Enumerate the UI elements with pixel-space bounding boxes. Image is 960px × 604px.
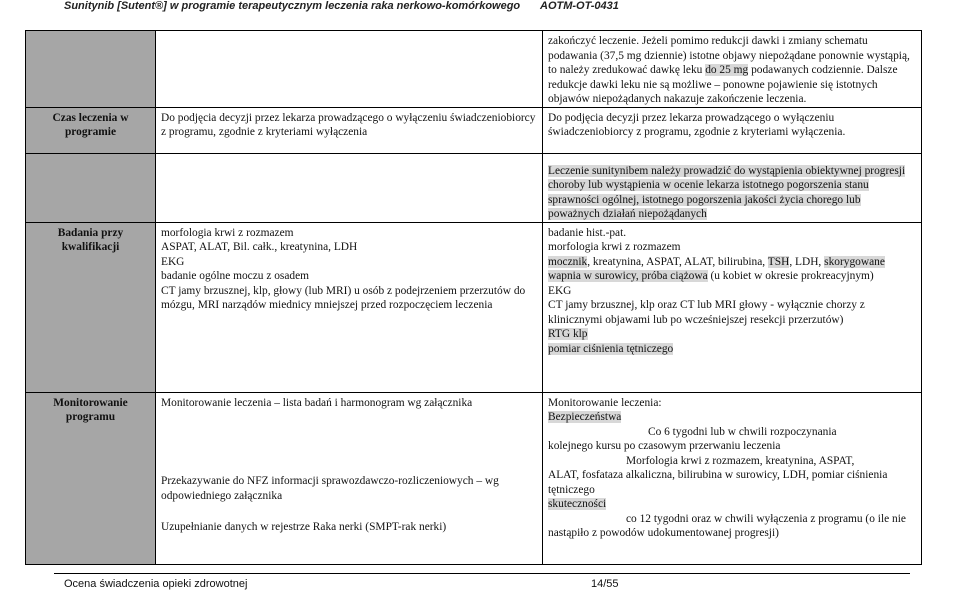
highlight: wapnia w surowicy, próba ciążowa xyxy=(548,270,708,282)
text-line: to należy zredukować dawkę leku xyxy=(548,64,706,76)
text-line: Czas leczenia w xyxy=(52,111,129,124)
highlight: do 25 mg xyxy=(705,64,749,76)
text-line: badanie ogólne moczu z osadem xyxy=(161,270,310,282)
document-title: Sunitynib [Sutent®] w programie terapeutycznym leczenia raka nerkowo-komórkowego xyxy=(64,0,521,12)
label-cell-badania xyxy=(26,222,156,392)
text-line: klinicznymi objawami lub po wcześniejszej resekcji przerzutów) xyxy=(548,313,844,326)
text-line: mózgu, MRI narządów miednicy mniejszej przed rozpoczęciem leczenia xyxy=(161,299,493,311)
czas-c3-cell xyxy=(543,107,922,153)
badania-c3-cell xyxy=(543,222,922,392)
document-code: AOTM-OT-0431 xyxy=(540,0,619,12)
text-line: CT jamy brzusznej, klp oraz CT lub MRI głowy - wyłącznie chorzy z xyxy=(548,299,865,311)
highlight: skuteczności xyxy=(548,498,607,510)
highlight: pomiar ciśnienia tętniczego xyxy=(548,342,674,355)
text-line: programie xyxy=(64,126,117,138)
sunitynib-cell xyxy=(543,153,922,222)
text-line: redukcje dawki leku nie są możliwe – ponowne pojawienie się istotnych xyxy=(548,78,878,91)
label-cell-monitorowanie xyxy=(26,392,156,564)
text-line: , LDH, xyxy=(789,255,825,268)
text-line: Badania przy xyxy=(57,226,124,239)
text-line xyxy=(548,63,916,78)
highlight: mocznik xyxy=(548,255,588,268)
text-line: kolejnego kursu po czasowym przerwaniu leczenia xyxy=(548,440,781,452)
text-line: podawanych codziennie. Dalsze xyxy=(748,64,898,76)
table-row-continuation xyxy=(26,31,922,108)
text-line: Do podjęcia decyzji przez lekarza prowadzącego o wyłączeniu xyxy=(548,111,835,124)
text-line: Morfologia krwi z rozmazem, kreatynina, ASPAT, xyxy=(626,454,855,467)
text-line: podawania (37,5 mg dziennie) istotne objawy niepożądane ponownie wystąpią, xyxy=(548,49,910,62)
cell-empty xyxy=(156,31,543,108)
text-line: świadczeniobiorcy z programu, zgodnie z kryteriami wyłączenia. xyxy=(548,126,846,138)
text-line: EKG xyxy=(548,284,572,297)
text-line: , kreatynina, ASPAT, ALAT, bilirubina, xyxy=(587,255,768,268)
text-line: programu xyxy=(65,411,116,423)
text-line: ALAT, fosfataza alkaliczna, bilirubina w surowicy, LDH, pomiar ciśnienia xyxy=(548,469,888,481)
label-cell-czas xyxy=(26,107,156,153)
text-line: z programu, zgodnie z kryteriami wyłączenia xyxy=(161,126,368,138)
program-table xyxy=(25,30,922,565)
page-number: 14/55 xyxy=(591,578,619,590)
badania-c2-cell xyxy=(156,222,543,392)
text-line: morfologia krwi z rozmazem xyxy=(548,241,681,253)
highlight: TSH xyxy=(767,255,790,268)
text-line: ASPAT, ALAT, Bil. całk., kreatynina, LDH xyxy=(161,241,358,253)
highlight: poważnych działań niepożądanych xyxy=(548,208,707,220)
table-row-badania xyxy=(26,222,922,392)
highlight: choroby lub wystąpienia w ocenie lekarza istotnego pogorszenia stanu xyxy=(548,179,869,191)
table-row-monitorowanie xyxy=(26,392,922,564)
page-header xyxy=(64,0,619,12)
text-line: Monitorowanie leczenia: xyxy=(548,396,662,409)
czas-c2-cell xyxy=(156,107,543,153)
cell-empty xyxy=(156,153,543,222)
text-line: zakończyć leczenie. Jeżeli pomimo redukcji dawki i zmiany schematu xyxy=(548,35,868,47)
label-cell-empty xyxy=(26,153,156,222)
table-row-czas-leczenia xyxy=(26,107,922,153)
text-line: kwalifikacji xyxy=(61,241,120,253)
highlight: sprawności ogólnej, istotnego pogorszenia jakości życia chorego lub xyxy=(548,193,861,206)
table-row-sunitynib xyxy=(26,153,922,222)
text-line: Monitorowanie leczenia – lista badań i harmonogram wg załącznika xyxy=(161,396,473,409)
text-line: Do podjęcia decyzji przez lekarza prowadzącego o wyłączeniu świadczeniobiorcy xyxy=(161,111,536,124)
highlight: RTG klp xyxy=(548,328,588,340)
text-line: objawów niepożądanych nakazuje zakończenie leczenia. xyxy=(548,93,807,105)
footer-text: Ocena świadczenia opieki zdrowotnej xyxy=(64,578,248,590)
text-line: Uzupełnianie danych w rejestrze Raka nerki (SMPT-rak nerki) xyxy=(161,521,447,533)
text-line: EKG xyxy=(161,255,185,268)
text-line: co 12 tygodni oraz w chwili wyłączenia z programu (o ile nie xyxy=(626,512,906,525)
text-line: morfologia krwi z rozmazem xyxy=(161,226,294,239)
label-cell-empty xyxy=(26,31,156,108)
monitor-c3-cell xyxy=(543,392,922,564)
footer-divider xyxy=(54,573,910,574)
text-line: Przekazywanie do NFZ informacji sprawozdawczo-rozliczeniowych – wg xyxy=(161,475,499,487)
text-line: odpowiedniego załącznika xyxy=(161,489,283,502)
monitor-c2-cell xyxy=(156,392,543,564)
text-line: Monitorowanie xyxy=(53,396,128,409)
highlight: skorygowane xyxy=(824,255,885,268)
text-line: (u kobiet w okresie prokreacyjnym) xyxy=(707,270,874,282)
text-line: Co 6 tygodni lub w chwili rozpoczynania xyxy=(648,425,837,438)
text-line: badanie hist.-pat. xyxy=(548,226,627,239)
text-line: CT jamy brzusznej, klp, głowy (lub MRI) u osób z podejrzeniem przerzutów do xyxy=(161,284,526,297)
dose-reduction-cell xyxy=(543,31,922,108)
text-line: nastąpiło z powodów udokumentowanej progresji) xyxy=(548,527,779,539)
text-line: tętniczego xyxy=(548,483,595,496)
highlight: Bezpieczeństwa xyxy=(548,411,622,423)
highlight: Leczenie sunitynibem należy prowadzić do wystąpienia obiektywnej progresji xyxy=(548,164,906,177)
